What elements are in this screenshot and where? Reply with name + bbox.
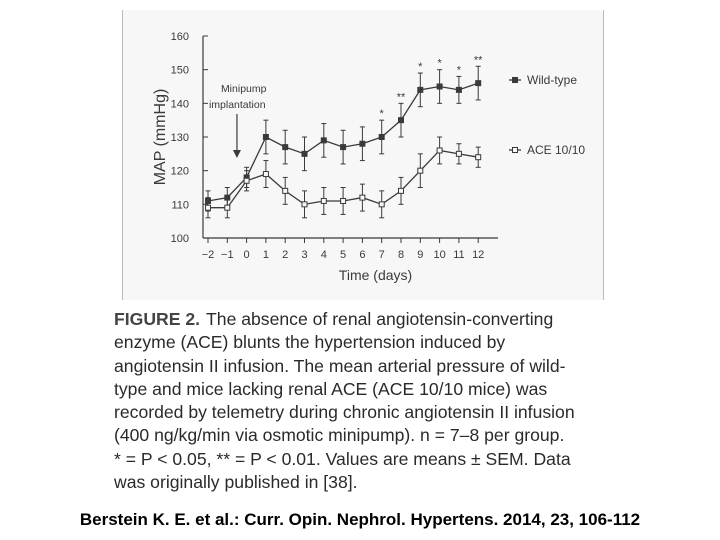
data-point	[399, 118, 404, 123]
data-point	[437, 84, 442, 89]
annotation-text: Minipump	[220, 83, 267, 95]
data-point	[418, 87, 423, 92]
x-tick-label: 1	[262, 249, 269, 261]
data-point	[206, 205, 211, 210]
caption-line: recorded by telemetry during chronic angiotensin II infusion	[114, 402, 575, 423]
data-point	[341, 145, 346, 150]
caption-line: type and mice lacking renal ACE (ACE 10/10 mice) was	[114, 378, 548, 399]
x-tick-label: 7	[378, 249, 385, 261]
x-tick-label: 2	[282, 249, 289, 261]
x-tick-label: −2	[201, 249, 215, 261]
x-tick-label: 3	[301, 249, 308, 261]
figure-panel	[122, 10, 604, 300]
x-tick-label: 11	[453, 249, 465, 261]
y-axis-title: MAP (mmHg)	[152, 88, 169, 186]
data-point	[360, 195, 365, 200]
significance-marker: *	[418, 61, 423, 74]
legend-label: ACE 10/10	[527, 143, 586, 157]
significance-marker: *	[379, 108, 384, 121]
data-point	[379, 135, 384, 140]
data-point	[399, 188, 404, 193]
caption-line: (400 ng/kg/min via osmotic minipump). n = 7–8 per group.	[114, 425, 565, 446]
data-point	[244, 178, 249, 183]
legend-marker	[513, 78, 518, 83]
x-tick-label: −1	[221, 249, 234, 261]
legend-label: Wild-type	[527, 73, 578, 87]
data-point	[476, 155, 481, 160]
caption-label: FIGURE 2.	[114, 309, 201, 329]
caption-line	[114, 308, 624, 331]
data-point	[379, 202, 384, 207]
y-tick-label: 120	[170, 165, 189, 178]
caption-line: enzyme (ACE) blunts the hypertension induced by	[114, 332, 506, 353]
annotation-text: implantation	[208, 99, 266, 111]
data-point	[263, 135, 268, 140]
significance-marker: **	[396, 91, 406, 104]
x-tick-label: 10	[433, 249, 446, 261]
x-tick-label: 0	[243, 249, 250, 261]
y-tick-label: 140	[170, 98, 189, 111]
caption-line: angiotensin II infusion. The mean arterial pressure of wild-	[114, 355, 566, 376]
x-tick-label: 8	[397, 249, 405, 261]
data-point	[302, 151, 307, 156]
data-point	[360, 141, 365, 146]
y-tick-label: 130	[170, 132, 189, 144]
data-point	[341, 198, 346, 203]
annotation-arrow-head	[233, 150, 241, 158]
y-tick-label: 150	[170, 64, 189, 77]
caption-line: was originally published in [38].	[114, 472, 358, 493]
x-tick-label: 5	[340, 249, 347, 261]
data-point	[321, 138, 326, 143]
significance-marker: *	[456, 64, 462, 77]
line-chart	[123, 10, 603, 300]
legend-marker	[513, 148, 518, 153]
data-point	[476, 81, 481, 86]
significance-marker: **	[473, 54, 483, 67]
data-point	[418, 168, 423, 173]
data-point	[321, 198, 326, 203]
x-tick-label: 9	[417, 249, 424, 261]
data-point	[456, 151, 461, 156]
x-tick-label: 12	[472, 249, 485, 261]
x-tick-label: 6	[359, 249, 366, 261]
y-tick-label: 100	[170, 233, 189, 245]
data-point	[225, 205, 230, 210]
data-point	[283, 145, 288, 150]
data-point	[456, 87, 461, 92]
data-point	[302, 202, 307, 207]
y-tick-label: 160	[170, 31, 189, 43]
caption-text: The absence of renal angiotensin-converting	[206, 309, 554, 329]
y-tick-label: 110	[171, 199, 189, 212]
citation: Berstein K. E. et al.: Curr. Opin. Nephrol. Hypertens. 2014, 23, 106-112	[79, 510, 641, 529]
figure-caption	[114, 308, 624, 494]
significance-marker: *	[437, 57, 442, 70]
data-point	[263, 172, 268, 177]
x-axis-title: Time (days)	[338, 267, 413, 283]
x-tick-label: 4	[320, 249, 327, 261]
data-point	[283, 188, 288, 193]
caption-line: * = P < 0.05, ** = P < 0.01. Values are means ± SEM. Data	[114, 448, 571, 469]
data-point	[437, 148, 442, 153]
